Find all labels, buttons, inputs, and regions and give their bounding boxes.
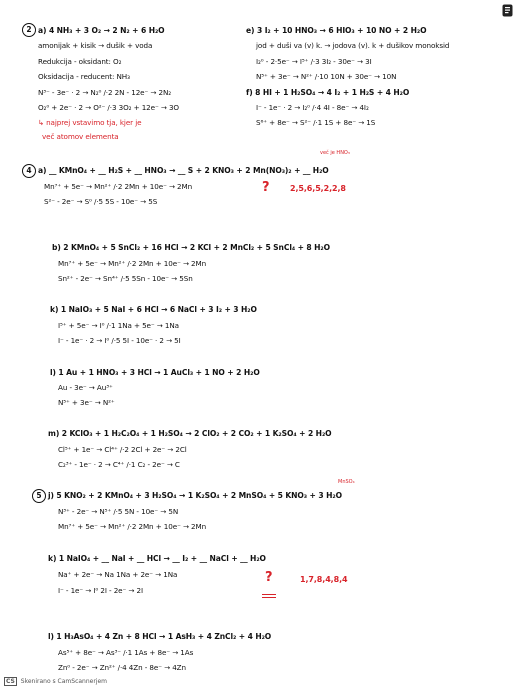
equation-2e: e) 3 I₂ + 10 HNO₃ → 6 HIO₃ + 10 NO + 2 H₂O bbox=[246, 26, 427, 35]
half-reaction: N³⁻ - 3e⁻ · 2 → N₂⁰ /·2 2N - 12e⁻ → 2N₂ bbox=[38, 88, 172, 97]
half-reaction: S²⁻ - 2e⁻ → S⁰ /·5 5S - 10e⁻ → 5S bbox=[44, 197, 158, 206]
half-reaction: Mn⁷⁺ + 5e⁻ → Mn²⁺ /·2 2Mn + 10e⁻ → 2Mn bbox=[58, 522, 207, 531]
equation-4k: k) 1 NaIO₃ + 5 NaI + 6 HCl → 6 NaCl + 3 I₂ + 3 H₂O bbox=[50, 305, 257, 314]
equation-2f: f) 8 HI + 1 H₂SO₄ → 4 I₂ + 1 H₂S + 4 H₂O bbox=[246, 88, 410, 97]
section-marker: 5 bbox=[32, 489, 46, 503]
red-underline bbox=[262, 597, 276, 598]
half-reaction: As⁵⁺ + 8e⁻ → As³⁻ /·1 1As + 8e⁻ → 1As bbox=[58, 648, 194, 657]
half-reaction: Na⁺ + 2e⁻ → Na 1Na + 2e⁻ → 1Na bbox=[58, 570, 178, 579]
section-marker: 2 bbox=[22, 23, 36, 37]
half-reaction: I₂⁰ - 2·5e⁻ → I⁵⁺ /·3 3I₂ - 30e⁻ → 3I bbox=[256, 57, 372, 66]
red-answer: 2,5,6,5,2,2,8 bbox=[290, 184, 346, 193]
red-note: več je HNO₃ bbox=[320, 150, 350, 156]
red-note: več atomov elementa bbox=[42, 132, 119, 141]
equation-2a: a) 4 NH₃ + 3 O₂ → 2 N₂ + 6 H₂O bbox=[38, 26, 165, 35]
half-reaction: I⁻ - 1e⁻ · 2 → I₂⁰ /·4 4I - 8e⁻ → 4I₂ bbox=[256, 103, 369, 112]
equation-5k: k) 1 NaIO₄ + __ NaI + __ HCl → __ I₂ + __ NaCl + __ H₂O bbox=[48, 554, 266, 563]
half-reaction: I⁵⁺ + 5e⁻ → I⁰ /·1 1Na + 5e⁻ → 1Na bbox=[58, 321, 179, 330]
red-answer: 1,7,8,4,8,4 bbox=[300, 575, 348, 584]
equation-4b: b) 2 KMnO₄ + 5 SnCl₂ + 16 HCl → 2 KCl + 2 MnCl₂ + 5 SnCl₄ + 8 H₂O bbox=[52, 243, 330, 252]
half-reaction: Cl⁵⁺ + 1e⁻ → Cl⁴⁺ /·2 2Cl + 2e⁻ → 2Cl bbox=[58, 445, 187, 454]
note-line: Oksidacija - reducent: NH₃ bbox=[38, 72, 130, 81]
equation-4a: a) __ KMnO₄ + __ H₂S + __ HNO₃ → __ S + 2 KNO₃ + 2 Mn(NO₃)₂ + __ H₂O bbox=[38, 166, 329, 175]
red-note: MnSO₄ bbox=[338, 479, 355, 485]
note-line: jod + duši va (v) k. → jodova (v). k + dušikov monoksid bbox=[256, 41, 450, 50]
half-reaction: C₂³⁺ - 1e⁻ · 2 → C⁴⁺ /·1 C₂ - 2e⁻ → C bbox=[58, 460, 180, 469]
half-reaction: N³⁺ - 2e⁻ → N⁵⁺ /·5 5N - 10e⁻ → 5N bbox=[58, 507, 179, 516]
note-line: amonijak + kisik → dušik + voda bbox=[38, 41, 153, 50]
half-reaction: Au - 3e⁻ → Au³⁺ bbox=[58, 383, 113, 392]
half-reaction: N⁵⁺ + 3e⁻ → N²⁺ /·10 10N + 30e⁻ → 10N bbox=[256, 72, 397, 81]
half-reaction: S⁶⁺ + 8e⁻ → S²⁻ /·1 1S + 8e⁻ → 1S bbox=[256, 118, 376, 127]
half-reaction: I⁻ - 1e⁻ → I⁰ 2I - 2e⁻ → 2I bbox=[58, 586, 143, 595]
half-reaction: Mn⁷⁺ + 5e⁻ → Mn²⁺ /·2 2Mn + 10e⁻ → 2Mn bbox=[58, 259, 207, 268]
equation-5l: l) 1 H₃AsO₄ + 4 Zn + 8 HCl → 1 AsH₃ + 4 ZnCl₂ + 4 H₂O bbox=[48, 632, 272, 641]
half-reaction: I⁻ - 1e⁻ · 2 → I⁰ /·5 5I - 10e⁻ · 2 → 5I bbox=[58, 336, 181, 345]
half-reaction: O₂⁰ + 2e⁻ · 2 → O²⁻ /·3 3O₂ + 12e⁻ → 3O bbox=[38, 103, 179, 112]
half-reaction: N⁵⁺ + 3e⁻ → N²⁺ bbox=[58, 398, 115, 407]
red-note: ↳ najprej vstavimo tja, kjer je bbox=[38, 118, 142, 127]
red-underline bbox=[262, 594, 276, 595]
camscanner-logo: CS bbox=[6, 678, 15, 685]
equation-4m: m) 2 KClO₃ + 1 H₂C₂O₄ + 1 H₂SO₄ → 2 ClO₂ + 2 CO₂ + 1 K₂SO₄ + 2 H₂O bbox=[48, 429, 332, 438]
scanner-footer bbox=[4, 677, 107, 686]
half-reaction: Mn⁷⁺ + 5e⁻ → Mn²⁺ /·2 2Mn + 10e⁻ → 2Mn bbox=[44, 182, 193, 191]
note-line: Redukcija - oksidant: O₂ bbox=[38, 57, 122, 66]
red-question-mark: ? bbox=[265, 570, 273, 585]
red-question-mark: ? bbox=[262, 180, 270, 195]
section-marker: 4 bbox=[22, 164, 36, 178]
half-reaction: Sn²⁺ - 2e⁻ → Sn⁴⁺ /·5 5Sn - 10e⁻ → 5Sn bbox=[58, 274, 193, 283]
document-icon bbox=[502, 4, 513, 17]
equation-4l: l) 1 Au + 1 HNO₃ + 3 HCl → 1 AuCl₃ + 1 NO + 2 H₂O bbox=[50, 368, 260, 377]
half-reaction: Zn⁰ - 2e⁻ → Zn²⁺ /·4 4Zn - 8e⁻ → 4Zn bbox=[58, 663, 186, 672]
equation-5j: j) 5 KNO₂ + 2 KMnO₄ + 3 H₂SO₄ → 1 K₂SO₄ + 2 MnSO₄ + 5 KNO₃ + 3 H₂O bbox=[48, 491, 342, 500]
footer-text: Skenirano s CamScannerjem bbox=[20, 678, 108, 685]
